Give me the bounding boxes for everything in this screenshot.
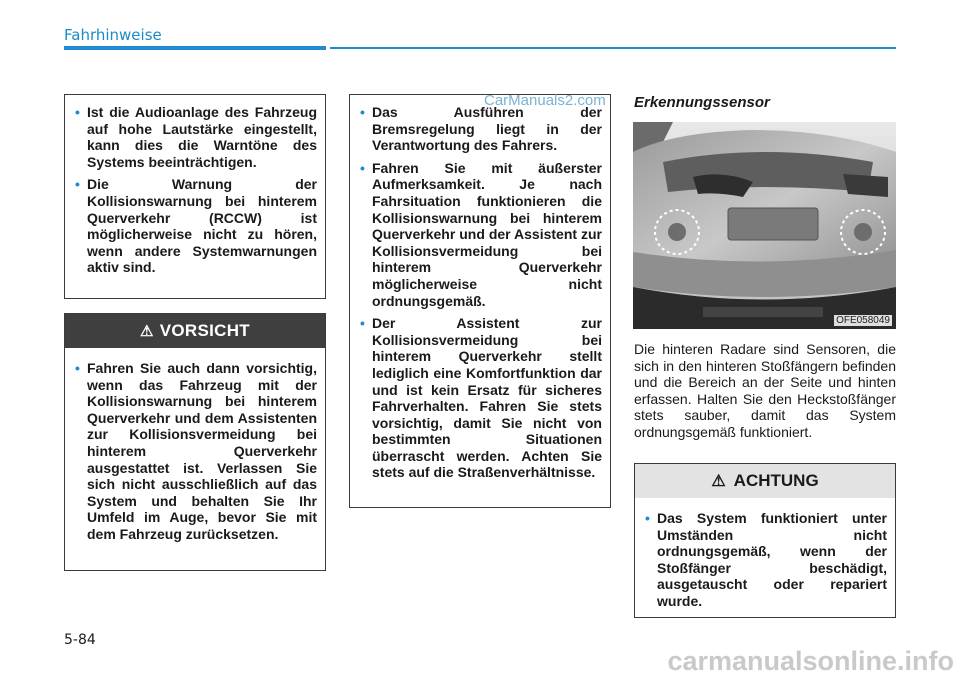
list-item: • Das Ausführen der Bremsregelung liegt in der Verantwortung des Fahrers. (350, 104, 602, 154)
page-number: 5-84 (64, 632, 96, 648)
list-item: • Ist die Audioanlage des Fahrzeug auf hohe Lautstärke eingestellt, kann dies die Warntöne des Systems beeinträchtigen. (65, 104, 317, 170)
list-item: • Der Assistent zur Kollisionsvermeidung bei hinterem Querverkehr stellt lediglich eine Komfortfunktion dar und ist kein Ersatz für sicheres Fahrverhalten. Fahren Sie stets vorsichtig, damit Sie nicht von bestimmten Situationen überrascht werden. Achten Sie stets auf die Straßenverhältnisse. (350, 315, 602, 481)
section-title: Fahrhinweise (64, 26, 162, 44)
info-box-audio (64, 94, 326, 299)
list-item: • Das System funktioniert unter Umständen nicht ordnungsgemäß, wenn der Stoßfänger beschädigt, ausgetauscht oder repariert wurde. (635, 510, 887, 610)
subsection-title: Erkennungssensor (634, 94, 770, 111)
watermark-bottom: carmanualsonline.info (667, 646, 954, 676)
list-item: • Fahren Sie auch dann vorsichtig, wenn das Fahrzeug mit der Kollisionswarnung bei hinterem Querverkehr und dem Assistenten zur Kollisionsvermeidung bei hinterem Querverkehr ausgestattet ist. Verlassen Sie sich nicht ausschließlich auf das System und behalten Sie Ihr Umfeld im Auge, bevor Sie mit dem Fahrzeug zurücksetzen. (65, 360, 317, 543)
notice-box (634, 463, 896, 618)
caution-header (65, 314, 325, 348)
notice-label: ACHTUNG (733, 471, 819, 490)
rear-bumper-photo (633, 122, 896, 329)
notice-header (635, 464, 895, 498)
car-rear-illustration (633, 122, 896, 329)
header-rule-dark (64, 46, 326, 50)
warning-triangle-icon: ⚠ (711, 473, 726, 490)
warning-triangle-icon: ⚠ (140, 323, 154, 340)
header-rule-light (330, 47, 896, 49)
caution-box (64, 313, 326, 571)
caution-label: VORSICHT (159, 321, 250, 340)
image-code: OFE058049 (836, 315, 890, 326)
list-item: • Die Warnung der Kollisionswarnung bei hinterem Querverkehr (RCCW) ist möglicherweise nicht zu hören, wenn andere Systemwarnungen aktiv sind. (65, 176, 317, 276)
caution-continuation-box (349, 94, 611, 508)
list-item: • Fahren Sie mit äußerster Aufmerksamkeit. Je nach Fahrsituation funktionieren die Kollisionswarnung bei hinterem Querverkehr und der Assistent zur Kollisionsvermeidung bei hinterem Querverkehr möglicherweise nicht ordnungsgemäß. (350, 160, 602, 309)
sensor-description: Die hinteren Radare sind Sensoren, die sich in den hinteren Stoßfängern befinden und die Bereich an der Seite und hinten erfassen. Halten Sie den Heckstoßfänger stets sauber, damit das System ordnungsgemäß funktioniert. (634, 341, 896, 440)
watermark-top: CarManuals2.com (484, 92, 606, 109)
